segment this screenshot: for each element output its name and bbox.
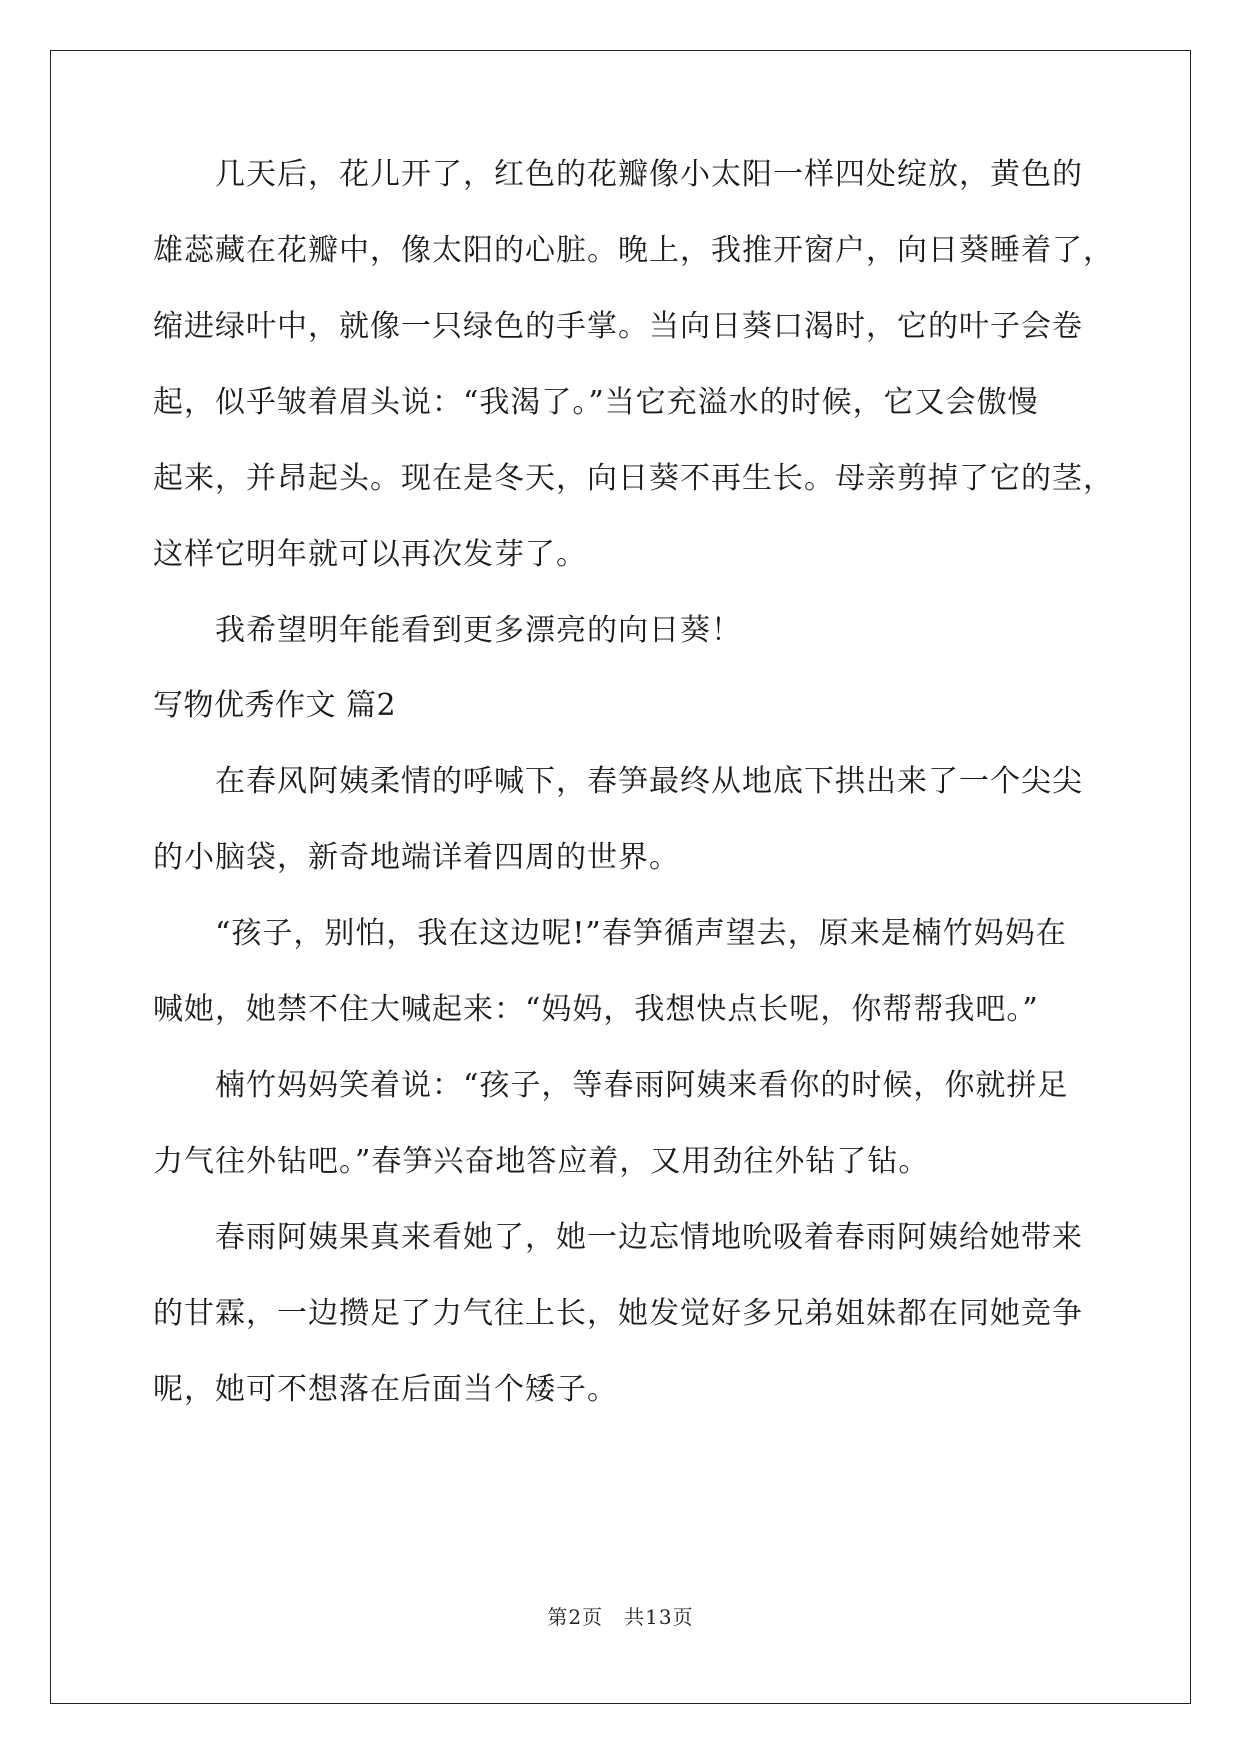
paragraph-line: 喊她，她禁不住大喊起来：“妈妈，我想快点长呢，你帮帮我吧。” [153,992,1039,1027]
paragraph-line: 的甘霖，一边攒足了力气往上长，她发觉好多兄弟姐妹都在同她竞争 [153,1296,1083,1331]
paragraph-line: “孩子，别怕，我在这边呢!”春笋循声望去，原来是楠竹妈妈在 [215,916,1067,951]
paragraph-line: 这样它明年就可以再次发芽了。 [153,537,587,572]
section-heading: 写物优秀作文 篇2 [153,688,397,723]
paragraph-line: 缩进绿叶中，就像一只绿色的手掌。当向日葵口渴时，它的叶子会卷 [153,309,1083,344]
paragraph-line: 起，似乎皱着眉头说：“我渴了。”当它充溢水的时候，它又会傲慢 [153,385,1039,420]
page-number-footer: 第2页 共13页 [547,1605,694,1629]
paragraph-line: 起来，并昂起头。现在是冬天，向日葵不再生长。母亲剪掉了它的茎， [153,461,1114,496]
paragraph-line: 呢，她可不想落在后面当个矮子。 [153,1372,618,1407]
paragraph-line: 我希望明年能看到更多漂亮的向日葵！ [215,613,742,648]
paragraph-line: 春雨阿姨果真来看她了，她一边忘情地吮吸着春雨阿姨给她带来 [215,1220,1083,1255]
paragraph-line: 在春风阿姨柔情的呼喊下，春笋最终从地底下拱出来了一个尖尖 [215,764,1083,799]
paragraph-line: 力气往外钻吧。”春笋兴奋地答应着，又用劲往外钻了钻。 [153,1144,930,1179]
paragraph-line: 几天后，花儿开了，红色的花瓣像小太阳一样四处绽放，黄色的 [215,157,1083,192]
paragraph-line: 楠竹妈妈笑着说：“孩子，等春雨阿姨来看你的时候，你就拼足 [215,1068,1069,1103]
paragraph-line: 雄蕊藏在花瓣中，像太阳的心脏。晚上，我推开窗户，向日葵睡着了， [153,233,1114,268]
paragraph-line: 的小脑袋，新奇地端详着四周的世界。 [153,840,680,875]
